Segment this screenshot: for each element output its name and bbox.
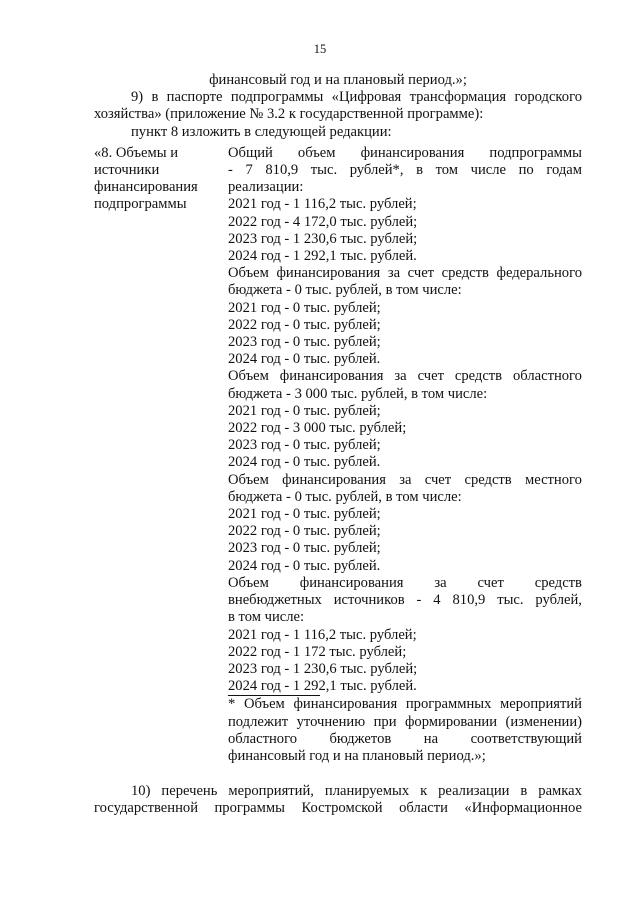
word: счет xyxy=(407,265,435,282)
word: программы xyxy=(214,800,285,817)
word: формировании xyxy=(404,713,498,730)
word: финансирования xyxy=(282,471,386,488)
item-9-paragraph xyxy=(94,89,582,141)
word: реализации xyxy=(438,783,510,800)
local-year: 2024 год - 0 тыс. рублей. xyxy=(228,557,381,574)
section-label-line: подпрограммы xyxy=(94,196,187,213)
regional-line-2: бюджета - 3 000 тыс. рублей, в том числе: xyxy=(228,385,488,402)
word: подпрограммы xyxy=(489,144,582,161)
local-line-2: бюджета - 0 тыс. рублей, в том числе: xyxy=(228,488,462,505)
item-9-line-2: хозяйства» (приложение № 3.2 к государственной программе): xyxy=(94,106,484,123)
word: областного xyxy=(228,730,297,747)
total-year: 2021 год - 1 116,2 тыс. рублей; xyxy=(228,196,417,213)
item-10-paragraph xyxy=(94,783,582,817)
word: средств xyxy=(454,368,503,385)
federal-year: 2023 год - 0 тыс. рублей; xyxy=(228,334,381,351)
word: рублей*, xyxy=(349,162,404,179)
word: тыс. xyxy=(310,162,338,179)
word: источников xyxy=(333,592,405,609)
word: * xyxy=(228,696,236,713)
word: на xyxy=(423,730,439,747)
extrabudget-line-3: в том числе: xyxy=(228,609,305,626)
item-10-line-2 xyxy=(94,800,582,817)
federal-year: 2022 год - 0 тыс. рублей; xyxy=(228,316,381,333)
regional-year: 2021 год - 0 тыс. рублей; xyxy=(228,402,381,419)
word: 4 xyxy=(433,592,441,609)
word: счет xyxy=(417,368,444,385)
word: за xyxy=(394,368,407,385)
extrabudget-year: 2021 год - 1 116,2 тыс. рублей; xyxy=(228,626,417,643)
continued-line: финансовый год и на плановый период.»; xyxy=(209,72,467,88)
word: Объем xyxy=(228,471,269,488)
section-label-line: «8. Объемы и xyxy=(94,144,179,161)
word: в xyxy=(151,89,159,106)
word: годам xyxy=(546,162,582,179)
word: 810,9 xyxy=(265,162,299,179)
word: финансирования xyxy=(360,144,465,161)
word: по xyxy=(518,162,534,179)
footnote-line-1 xyxy=(228,696,582,713)
word: областного xyxy=(512,368,582,385)
word: Общий xyxy=(228,144,273,161)
word: «Информационное xyxy=(464,800,582,817)
page-number: 15 xyxy=(313,42,327,56)
footnote-line-4: финансовый год и на плановый период.»; xyxy=(228,747,486,764)
federal-year: 2021 год - 0 тыс. рублей; xyxy=(228,299,381,316)
word: рублей, xyxy=(535,592,582,609)
footnote-line-3 xyxy=(228,731,582,748)
footnote xyxy=(228,696,582,765)
regional-line-1 xyxy=(228,368,582,385)
word: за xyxy=(387,265,401,282)
word: за xyxy=(399,471,412,488)
word: трансформация xyxy=(409,89,507,106)
word: счет xyxy=(477,574,504,591)
extrabudget-year: 2023 год - 1 230,6 тыс. рублей; xyxy=(228,660,418,677)
word: финансирования xyxy=(293,696,398,713)
word: - xyxy=(228,162,233,179)
word: Объем xyxy=(228,574,269,591)
section-content xyxy=(228,145,582,765)
word: тыс. xyxy=(497,592,524,609)
word: (изменении) xyxy=(505,713,582,730)
word: Костромской xyxy=(301,800,383,817)
federal-line-1 xyxy=(228,265,582,282)
item-9-line-1 xyxy=(94,89,582,106)
item-10-line-1 xyxy=(94,783,582,800)
word: 7 xyxy=(245,162,253,179)
word: объем xyxy=(297,144,336,161)
word: «Цифровая xyxy=(331,89,402,106)
extrabudget-line-1 xyxy=(228,575,582,592)
extrabudget-year: 2022 год - 1 172 тыс. рублей; xyxy=(228,643,407,660)
word: программных xyxy=(405,696,492,713)
funding-section xyxy=(94,145,582,765)
local-year: 2021 год - 0 тыс. рублей; xyxy=(228,506,381,523)
word: местного xyxy=(525,471,582,488)
federal-year: 2024 год - 0 тыс. рублей. xyxy=(228,351,381,368)
word: средств xyxy=(441,265,489,282)
document-body xyxy=(94,72,582,818)
word: финансирования xyxy=(299,574,404,591)
regional-year: 2024 год - 0 тыс. рублей. xyxy=(228,454,381,471)
word: Объем xyxy=(228,368,269,385)
footnote-line-2 xyxy=(228,714,582,731)
word: 10) xyxy=(131,783,151,800)
total-year: 2022 год - 4 172,0 тыс. рублей; xyxy=(228,213,418,230)
word: Объем xyxy=(228,265,269,282)
word: федерального xyxy=(496,265,582,282)
extrabudget-year: 2024 год - 1 292,1 тыс. рублей. xyxy=(228,678,417,695)
word: - xyxy=(416,592,422,609)
word: числе xyxy=(470,162,507,179)
word: средств xyxy=(464,471,512,488)
local-year: 2023 год - 0 тыс. рублей; xyxy=(228,540,381,557)
extrabudget-line-2 xyxy=(228,592,582,609)
word: бюджетов xyxy=(329,730,392,747)
item-9-line-3: пункт 8 изложить в следующей редакции: xyxy=(131,123,392,140)
word: паспорте xyxy=(166,89,223,106)
word: мероприятий xyxy=(500,696,582,713)
word: в xyxy=(520,783,528,800)
word: рамках xyxy=(538,783,582,800)
regional-year: 2022 год - 3 000 тыс. рублей; xyxy=(228,420,407,437)
local-year: 2022 год - 0 тыс. рублей; xyxy=(228,523,381,540)
word: соответствующий xyxy=(470,730,582,747)
word: 810,9 xyxy=(452,592,486,609)
word: средств xyxy=(534,574,582,591)
section-label-line: источники xyxy=(94,162,160,179)
regional-year: 2023 год - 0 тыс. рублей; xyxy=(228,437,381,454)
word: городского xyxy=(514,89,582,106)
word: счет xyxy=(424,471,452,488)
word: подлежит xyxy=(228,713,289,730)
word: 9) xyxy=(131,89,144,106)
word: в xyxy=(416,162,423,179)
word: внебюджетных xyxy=(228,592,322,609)
section-label xyxy=(94,145,228,765)
word: области xyxy=(399,800,448,817)
total-line-2 xyxy=(228,162,582,179)
word: финансирования xyxy=(279,368,384,385)
word: за xyxy=(434,574,447,591)
word: Объем xyxy=(243,696,285,713)
word: мероприятий, xyxy=(228,783,314,800)
word: планируемых xyxy=(324,783,410,800)
federal-line-2: бюджета - 0 тыс. рублей, в том числе: xyxy=(228,282,462,299)
total-line-3: реализации: xyxy=(228,179,304,196)
word: финансирования xyxy=(276,265,381,282)
word: государственной xyxy=(94,800,199,817)
word: том xyxy=(435,162,459,179)
word: перечень xyxy=(161,783,218,800)
section-label-line: финансирования xyxy=(94,179,198,196)
word: при xyxy=(373,713,397,730)
word: подпрограммы xyxy=(230,89,324,106)
total-year: 2023 год - 1 230,6 тыс. рублей; xyxy=(228,230,418,247)
word: уточнению xyxy=(296,713,366,730)
total-line-1 xyxy=(228,145,582,162)
word: к xyxy=(420,783,428,800)
total-year: 2024 год - 1 292,1 тыс. рублей. xyxy=(228,248,417,265)
local-line-1 xyxy=(228,472,582,489)
